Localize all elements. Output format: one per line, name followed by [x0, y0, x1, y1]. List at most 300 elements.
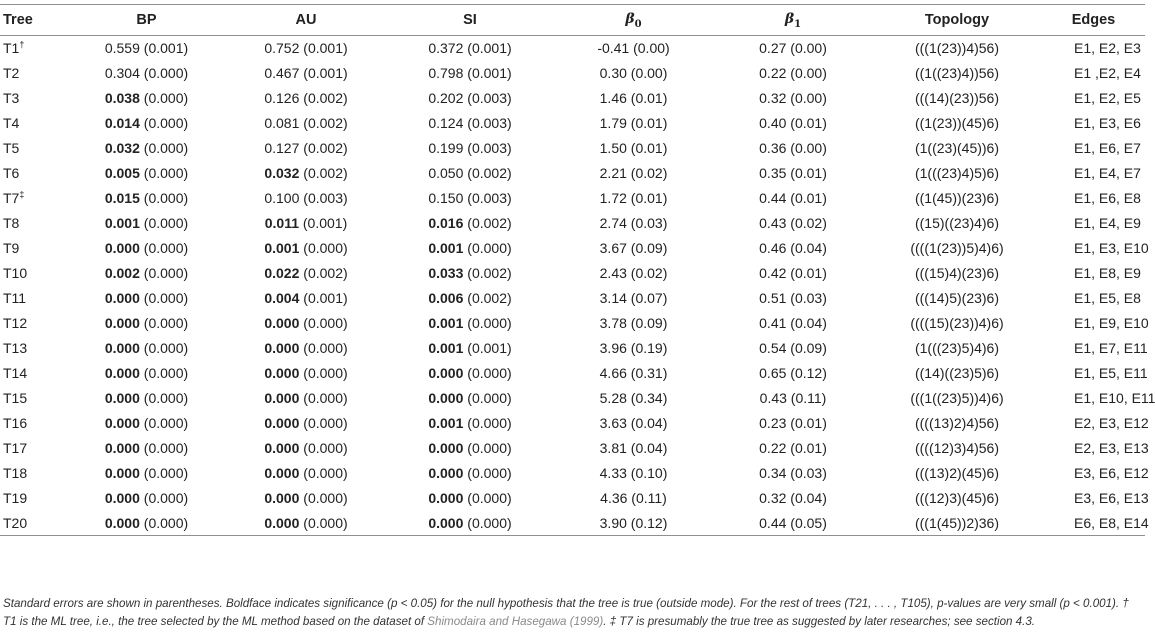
- cell-beta1: 0.35 (0.01): [759, 165, 827, 181]
- au-value: 0.004: [264, 290, 300, 306]
- cell-edges: E1, E4, E9: [1074, 215, 1141, 231]
- bp-value: 0.000: [104, 465, 140, 481]
- bp-stderr: (0.000): [143, 215, 189, 231]
- cell-topology: ((((13)2)4)56): [914, 415, 999, 431]
- tree-id: T13: [3, 340, 28, 356]
- tree-id: T5: [3, 140, 20, 156]
- cell-bp: [68, 161, 225, 186]
- cell-au: [225, 386, 387, 411]
- citation-link[interactable]: Shimodaira and Hasegawa (1999): [427, 614, 604, 628]
- si-stderr: (0.000): [467, 315, 512, 331]
- cell-au: [225, 336, 387, 361]
- cell-beta1: 0.40 (0.01): [759, 115, 827, 131]
- tree-id: T12: [3, 315, 28, 331]
- si-value: 0.000: [428, 514, 464, 531]
- au-stderr: (0.002): [303, 90, 348, 106]
- cell-tree: [0, 111, 68, 136]
- cell-topology: ((15)((23)4)6): [914, 215, 999, 231]
- header-bp: BP: [68, 5, 225, 36]
- au-value: 0.000: [264, 514, 300, 531]
- cell-si: [387, 361, 553, 386]
- au-value: 0.126: [264, 90, 300, 106]
- si-stderr: (0.003): [467, 115, 512, 131]
- tree-id: T11: [3, 290, 27, 306]
- cell-tree: [0, 286, 68, 311]
- cell-si: [387, 511, 553, 536]
- cell-bp: [68, 86, 225, 111]
- si-value: 0.001: [428, 315, 464, 331]
- bp-stderr: (0.000): [143, 490, 189, 506]
- cell-tree: [0, 86, 68, 111]
- cell-edges: E2, E3, E13: [1074, 440, 1149, 456]
- cell-bp: [68, 236, 225, 261]
- bp-value: 0.000: [104, 440, 140, 456]
- au-stderr: (0.000): [303, 465, 348, 481]
- bp-stderr: (0.000): [143, 190, 189, 206]
- tree-id: T15: [3, 390, 28, 406]
- tree-footnote-mark: †: [19, 39, 25, 50]
- cell-beta0: 1.50 (0.01): [599, 140, 668, 156]
- cell-si: [387, 286, 553, 311]
- tree-id: T19: [3, 490, 28, 506]
- cell-tree: [0, 461, 68, 486]
- tree-id: T14: [3, 365, 28, 381]
- cell-edges: E1, E8, E9: [1074, 265, 1141, 281]
- cell-au: [225, 136, 387, 161]
- bp-stderr: (0.000): [143, 115, 189, 131]
- bp-value: 0.559: [104, 40, 140, 57]
- bp-stderr: (0.000): [143, 390, 189, 406]
- bp-value: 0.000: [104, 490, 140, 506]
- cell-au: [225, 86, 387, 111]
- cell-bp: [68, 511, 225, 536]
- tree-id: T16: [3, 415, 28, 431]
- si-value: 0.006: [428, 290, 464, 306]
- cell-bp: [68, 461, 225, 486]
- bp-value: 0.015: [104, 190, 140, 206]
- au-stderr: (0.000): [303, 440, 348, 456]
- si-value: 0.202: [428, 90, 464, 106]
- cell-tree: [0, 236, 68, 261]
- cell-beta1: 0.36 (0.00): [759, 140, 827, 156]
- header-beta1: $\beta_1$: [714, 5, 872, 36]
- cell-au: [225, 111, 387, 136]
- si-stderr: (0.000): [467, 465, 512, 481]
- cell-bp: [68, 136, 225, 161]
- si-stderr: (0.000): [467, 240, 512, 256]
- au-stderr: (0.000): [303, 490, 348, 506]
- table-row: [0, 336, 1145, 361]
- bp-value: 0.014: [104, 115, 140, 131]
- cell-topology: (1(((23)4)5)6): [914, 165, 999, 181]
- cell-beta0: -0.41 (0.00): [597, 40, 670, 57]
- si-value: 0.150: [428, 190, 464, 206]
- cell-edges: E1, E4, E7: [1074, 165, 1141, 181]
- cell-au: [225, 236, 387, 261]
- cell-beta0: 1.46 (0.01): [599, 90, 668, 106]
- cell-au: [225, 436, 387, 461]
- cell-tree: [0, 511, 68, 536]
- table-row: [0, 111, 1145, 136]
- au-value: 0.000: [264, 365, 300, 381]
- cell-beta1: 0.42 (0.01): [759, 265, 827, 281]
- cell-topology: (((1((23)5))4)6): [910, 390, 1004, 406]
- cell-tree: [0, 336, 68, 361]
- si-value: 0.000: [428, 390, 464, 406]
- header-edges: Edges: [1042, 5, 1145, 36]
- au-value: 0.022: [264, 265, 300, 281]
- si-value: 0.000: [428, 465, 464, 481]
- cell-edges: E1, E6, E7: [1074, 140, 1141, 156]
- table-row: [0, 186, 1145, 211]
- bp-stderr: (0.000): [143, 240, 189, 256]
- si-value: 0.001: [428, 415, 464, 431]
- tree-id: T2: [3, 65, 20, 81]
- cell-topology: ((1(45))(23)6): [914, 190, 999, 206]
- au-value: 0.000: [264, 415, 300, 431]
- si-stderr: (0.000): [467, 490, 512, 506]
- results-table: [0, 4, 1155, 536]
- cell-bp: [68, 61, 225, 86]
- table-row: [0, 211, 1145, 236]
- cell-bp: [68, 361, 225, 386]
- tree-id: T20: [3, 514, 28, 531]
- cell-beta0: 3.81 (0.04): [599, 440, 668, 456]
- au-stderr: (0.000): [303, 340, 348, 356]
- table-row: [0, 286, 1145, 311]
- tree-id: T3: [3, 90, 20, 106]
- cell-bp: [68, 311, 225, 336]
- cell-si: [387, 36, 553, 61]
- au-stderr: (0.000): [303, 365, 348, 381]
- cell-au: [225, 186, 387, 211]
- cell-au: [225, 61, 387, 86]
- header-topology: Topology: [872, 5, 1042, 36]
- bp-stderr: (0.001): [143, 40, 189, 57]
- cell-topology: (1((23)(45))6): [914, 140, 999, 156]
- cell-si: [387, 336, 553, 361]
- cell-edges: E6, E8, E14: [1042, 511, 1145, 536]
- si-stderr: (0.001): [467, 65, 512, 81]
- cell-au: [225, 211, 387, 236]
- bp-value: 0.000: [104, 315, 140, 331]
- bp-value: 0.005: [104, 165, 140, 181]
- au-stderr: (0.003): [303, 190, 348, 206]
- cell-au: [225, 161, 387, 186]
- cell-tree: [0, 36, 68, 61]
- au-value: 0.127: [264, 140, 300, 156]
- cell-si: [387, 86, 553, 111]
- bp-value: 0.000: [104, 365, 140, 381]
- cell-beta1: 0.46 (0.04): [759, 240, 827, 256]
- cell-beta1: 0.23 (0.01): [759, 415, 827, 431]
- si-value: 0.124: [428, 115, 464, 131]
- cell-beta1: 0.51 (0.03): [759, 290, 827, 306]
- cell-si: [387, 386, 553, 411]
- cell-bp: [68, 411, 225, 436]
- cell-beta1: 0.43 (0.02): [759, 215, 827, 231]
- cell-tree: [0, 261, 68, 286]
- si-value: 0.050: [428, 165, 464, 181]
- si-value: 0.000: [428, 365, 464, 381]
- tree-id: T17: [3, 440, 28, 456]
- cell-bp: [68, 36, 225, 61]
- header-beta0: $\beta_0$: [553, 5, 714, 36]
- cell-beta0: 3.96 (0.19): [599, 340, 668, 356]
- cell-beta0: 3.63 (0.04): [599, 415, 668, 431]
- cell-au: [225, 311, 387, 336]
- table-row: [0, 136, 1145, 161]
- cell-beta1: 0.44 (0.05): [714, 511, 872, 536]
- cell-topology: (((14)5)(23)6): [914, 290, 999, 306]
- cell-au: [225, 411, 387, 436]
- cell-beta1: 0.22 (0.01): [759, 440, 827, 456]
- cell-edges: E1, E7, E11: [1074, 340, 1148, 356]
- si-stderr: (0.002): [467, 215, 512, 231]
- cell-beta1: 0.32 (0.00): [759, 90, 827, 106]
- bp-value: 0.002: [104, 265, 140, 281]
- si-value: 0.000: [428, 490, 464, 506]
- tree-id: T7: [3, 190, 20, 206]
- au-stderr: (0.000): [303, 315, 348, 331]
- bp-value: 0.000: [104, 415, 140, 431]
- au-value: 0.001: [264, 240, 300, 256]
- tree-id: T10: [3, 265, 28, 281]
- si-stderr: (0.002): [467, 265, 512, 281]
- si-value: 0.016: [428, 215, 464, 231]
- bp-value: 0.304: [104, 65, 140, 81]
- cell-bp: [68, 261, 225, 286]
- bp-stderr: (0.000): [143, 140, 189, 156]
- cell-beta0: 4.66 (0.31): [599, 365, 668, 381]
- cell-beta0: 3.90 (0.12): [553, 511, 714, 536]
- cell-tree: [0, 361, 68, 386]
- cell-si: [387, 411, 553, 436]
- si-value: 0.001: [428, 340, 464, 356]
- au-value: 0.000: [264, 490, 300, 506]
- cell-beta1: 0.54 (0.09): [759, 340, 827, 356]
- cell-si: [387, 261, 553, 286]
- tree-id: T8: [3, 215, 20, 231]
- tree-id: T18: [3, 465, 28, 481]
- cell-beta1: 0.44 (0.01): [759, 190, 827, 206]
- header-si: SI: [387, 5, 553, 36]
- cell-tree: [0, 386, 68, 411]
- tree-id: T9: [3, 240, 20, 256]
- cell-edges: E2, E3, E12: [1074, 415, 1149, 431]
- cell-si: [387, 461, 553, 486]
- bp-stderr: (0.000): [143, 65, 189, 81]
- au-stderr: (0.000): [303, 415, 348, 431]
- cell-edges: E1, E2, E5: [1074, 90, 1141, 106]
- cell-edges: E3, E6, E13: [1074, 490, 1149, 506]
- au-stderr: (0.000): [303, 240, 348, 256]
- cell-topology: ((((15)(23))4)6): [910, 315, 1004, 331]
- cell-edges: E1, E9, E10: [1074, 315, 1149, 331]
- table-body: [0, 36, 1155, 536]
- bp-stderr: (0.000): [143, 340, 189, 356]
- table-row: [0, 311, 1145, 336]
- si-stderr: (0.000): [467, 415, 512, 431]
- cell-bp: [68, 386, 225, 411]
- au-stderr: (0.001): [303, 290, 348, 306]
- cell-beta1: 0.22 (0.00): [759, 65, 827, 81]
- si-value: 0.000: [428, 440, 464, 456]
- cell-beta0: 3.78 (0.09): [599, 315, 668, 331]
- cell-beta0: 2.43 (0.02): [599, 265, 668, 281]
- table-row: [0, 386, 1145, 411]
- cell-topology: (1(((23)5)4)6): [914, 340, 999, 356]
- au-stderr: (0.000): [303, 390, 348, 406]
- si-stderr: (0.003): [467, 90, 512, 106]
- bp-stderr: (0.000): [143, 440, 189, 456]
- cell-si: [387, 311, 553, 336]
- au-stderr: (0.000): [303, 514, 348, 531]
- cell-beta0: 2.74 (0.03): [599, 215, 668, 231]
- bp-stderr: (0.000): [143, 415, 189, 431]
- cell-topology: ((((12)3)4)56): [914, 440, 999, 456]
- si-value: 0.372: [428, 40, 464, 57]
- cell-beta0: 3.67 (0.09): [599, 240, 668, 256]
- table-row: [0, 236, 1145, 261]
- cell-beta0: 0.30 (0.00): [599, 65, 668, 81]
- cell-topology: (((12)3)(45)6): [914, 490, 999, 506]
- cell-tree: [0, 486, 68, 511]
- au-stderr: (0.002): [303, 265, 348, 281]
- cell-beta0: 1.72 (0.01): [599, 190, 668, 206]
- cell-topology: ((1((23)4))56): [914, 65, 999, 81]
- si-stderr: (0.002): [467, 290, 512, 306]
- au-value: 0.032: [264, 165, 300, 181]
- bp-value: 0.000: [104, 390, 140, 406]
- bp-value: 0.032: [104, 140, 140, 156]
- au-value: 0.000: [264, 465, 300, 481]
- bp-value: 0.000: [104, 340, 140, 356]
- bp-value: 0.000: [104, 290, 140, 306]
- table-row: [0, 61, 1145, 86]
- header-tree: Tree: [0, 5, 68, 36]
- cell-beta0: 5.28 (0.34): [599, 390, 668, 406]
- au-value: 0.467: [264, 65, 300, 81]
- header-row: [0, 5, 1145, 36]
- si-stderr: (0.000): [467, 390, 512, 406]
- table-row: [0, 36, 1145, 61]
- si-stderr: (0.000): [467, 365, 512, 381]
- cell-au: [225, 261, 387, 286]
- cell-au: [225, 511, 387, 536]
- au-value: 0.000: [264, 340, 300, 356]
- si-stderr: (0.000): [467, 514, 512, 531]
- footnote-text-2: . ‡ T7 is presumably the true tree as suggested by later researches; see section 4.3.: [603, 614, 1036, 628]
- si-stderr: (0.003): [467, 190, 512, 206]
- cell-edges: E1, E6, E8: [1074, 190, 1141, 206]
- cell-si: [387, 436, 553, 461]
- cell-tree: [0, 136, 68, 161]
- bp-stderr: (0.000): [143, 315, 189, 331]
- cell-topology: (((1(45))2)36): [872, 511, 1042, 536]
- cell-edges: E1, E10, E11: [1074, 390, 1155, 406]
- bp-value: 0.000: [104, 240, 140, 256]
- cell-topology: ((14)((23)5)6): [914, 365, 999, 381]
- cell-si: [387, 161, 553, 186]
- table-row: [0, 461, 1145, 486]
- cell-au: [225, 361, 387, 386]
- cell-bp: [68, 111, 225, 136]
- cell-au: [225, 461, 387, 486]
- cell-tree: [0, 436, 68, 461]
- si-stderr: (0.002): [467, 165, 512, 181]
- cell-beta0: 3.14 (0.07): [599, 290, 668, 306]
- au-stderr: (0.001): [302, 215, 348, 231]
- footnote-text-1: Standard errors are shown in parentheses. Boldface indicates significance (p < 0.05) for the null hypothesis that the tree is true (outside mode). For the rest of trees (T21, . . . , T105), p-values are very small (p < 0.001). † T1 is the ML tree, i.e., the tree selected by the ML method based on the dataset of: [3, 596, 1129, 628]
- cell-beta0: 4.33 (0.10): [599, 465, 668, 481]
- cell-tree: [0, 311, 68, 336]
- cell-edges: E1, E5, E8: [1074, 290, 1141, 306]
- cell-beta1: 0.43 (0.11): [759, 390, 827, 406]
- cell-beta0: 4.36 (0.11): [600, 490, 667, 506]
- cell-bp: [68, 436, 225, 461]
- cell-si: [387, 211, 553, 236]
- cell-si: [387, 186, 553, 211]
- table-row: [0, 361, 1145, 386]
- cell-au: [225, 286, 387, 311]
- cell-bp: [68, 486, 225, 511]
- cell-tree: [0, 61, 68, 86]
- tree-id: T1: [3, 40, 20, 57]
- cell-tree: [0, 411, 68, 436]
- bp-value: 0.001: [104, 215, 140, 231]
- cell-si: [387, 111, 553, 136]
- header-au: AU: [225, 5, 387, 36]
- bp-stderr: (0.000): [143, 514, 189, 531]
- bp-stderr: (0.000): [143, 290, 189, 306]
- table-footnote: [3, 595, 1141, 631]
- table-row: [0, 486, 1145, 511]
- au-stderr: (0.002): [303, 140, 348, 156]
- cell-tree: [0, 186, 68, 211]
- si-stderr: (0.000): [467, 440, 512, 456]
- si-stderr: (0.003): [467, 140, 512, 156]
- cell-edges: E1, E3, E6: [1074, 115, 1141, 131]
- table-row: [0, 411, 1145, 436]
- au-stderr: (0.001): [303, 65, 348, 81]
- cell-topology: (((13)2)(45)6): [914, 465, 999, 481]
- table-row: [0, 261, 1145, 286]
- bp-stderr: (0.000): [143, 165, 189, 181]
- bp-value: 0.038: [104, 90, 140, 106]
- cell-topology: ((((1(23))5)4)6): [910, 240, 1004, 256]
- cell-bp: [68, 211, 225, 236]
- si-stderr: (0.001): [467, 340, 512, 356]
- cell-topology: (((15)4)(23)6): [914, 265, 999, 281]
- cell-tree: [0, 211, 68, 236]
- cell-beta1: 0.32 (0.04): [759, 490, 827, 506]
- si-value: 0.001: [428, 240, 464, 256]
- cell-edges: E1, E5, E11: [1074, 365, 1148, 381]
- cell-topology: (((1(23))4)56): [914, 40, 999, 57]
- cell-edges: E1, E3, E10: [1074, 240, 1149, 256]
- bp-stderr: (0.000): [143, 265, 189, 281]
- au-value: 0.000: [264, 440, 300, 456]
- cell-bp: [68, 186, 225, 211]
- cell-beta1: 0.41 (0.04): [759, 315, 827, 331]
- bp-stderr: (0.000): [143, 365, 189, 381]
- cell-edges: E1, E2, E3: [1074, 40, 1141, 57]
- table-row: [0, 161, 1145, 186]
- cell-beta0: 1.79 (0.01): [599, 115, 668, 131]
- cell-edges: E3, E6, E12: [1074, 465, 1149, 481]
- au-stderr: (0.002): [303, 165, 348, 181]
